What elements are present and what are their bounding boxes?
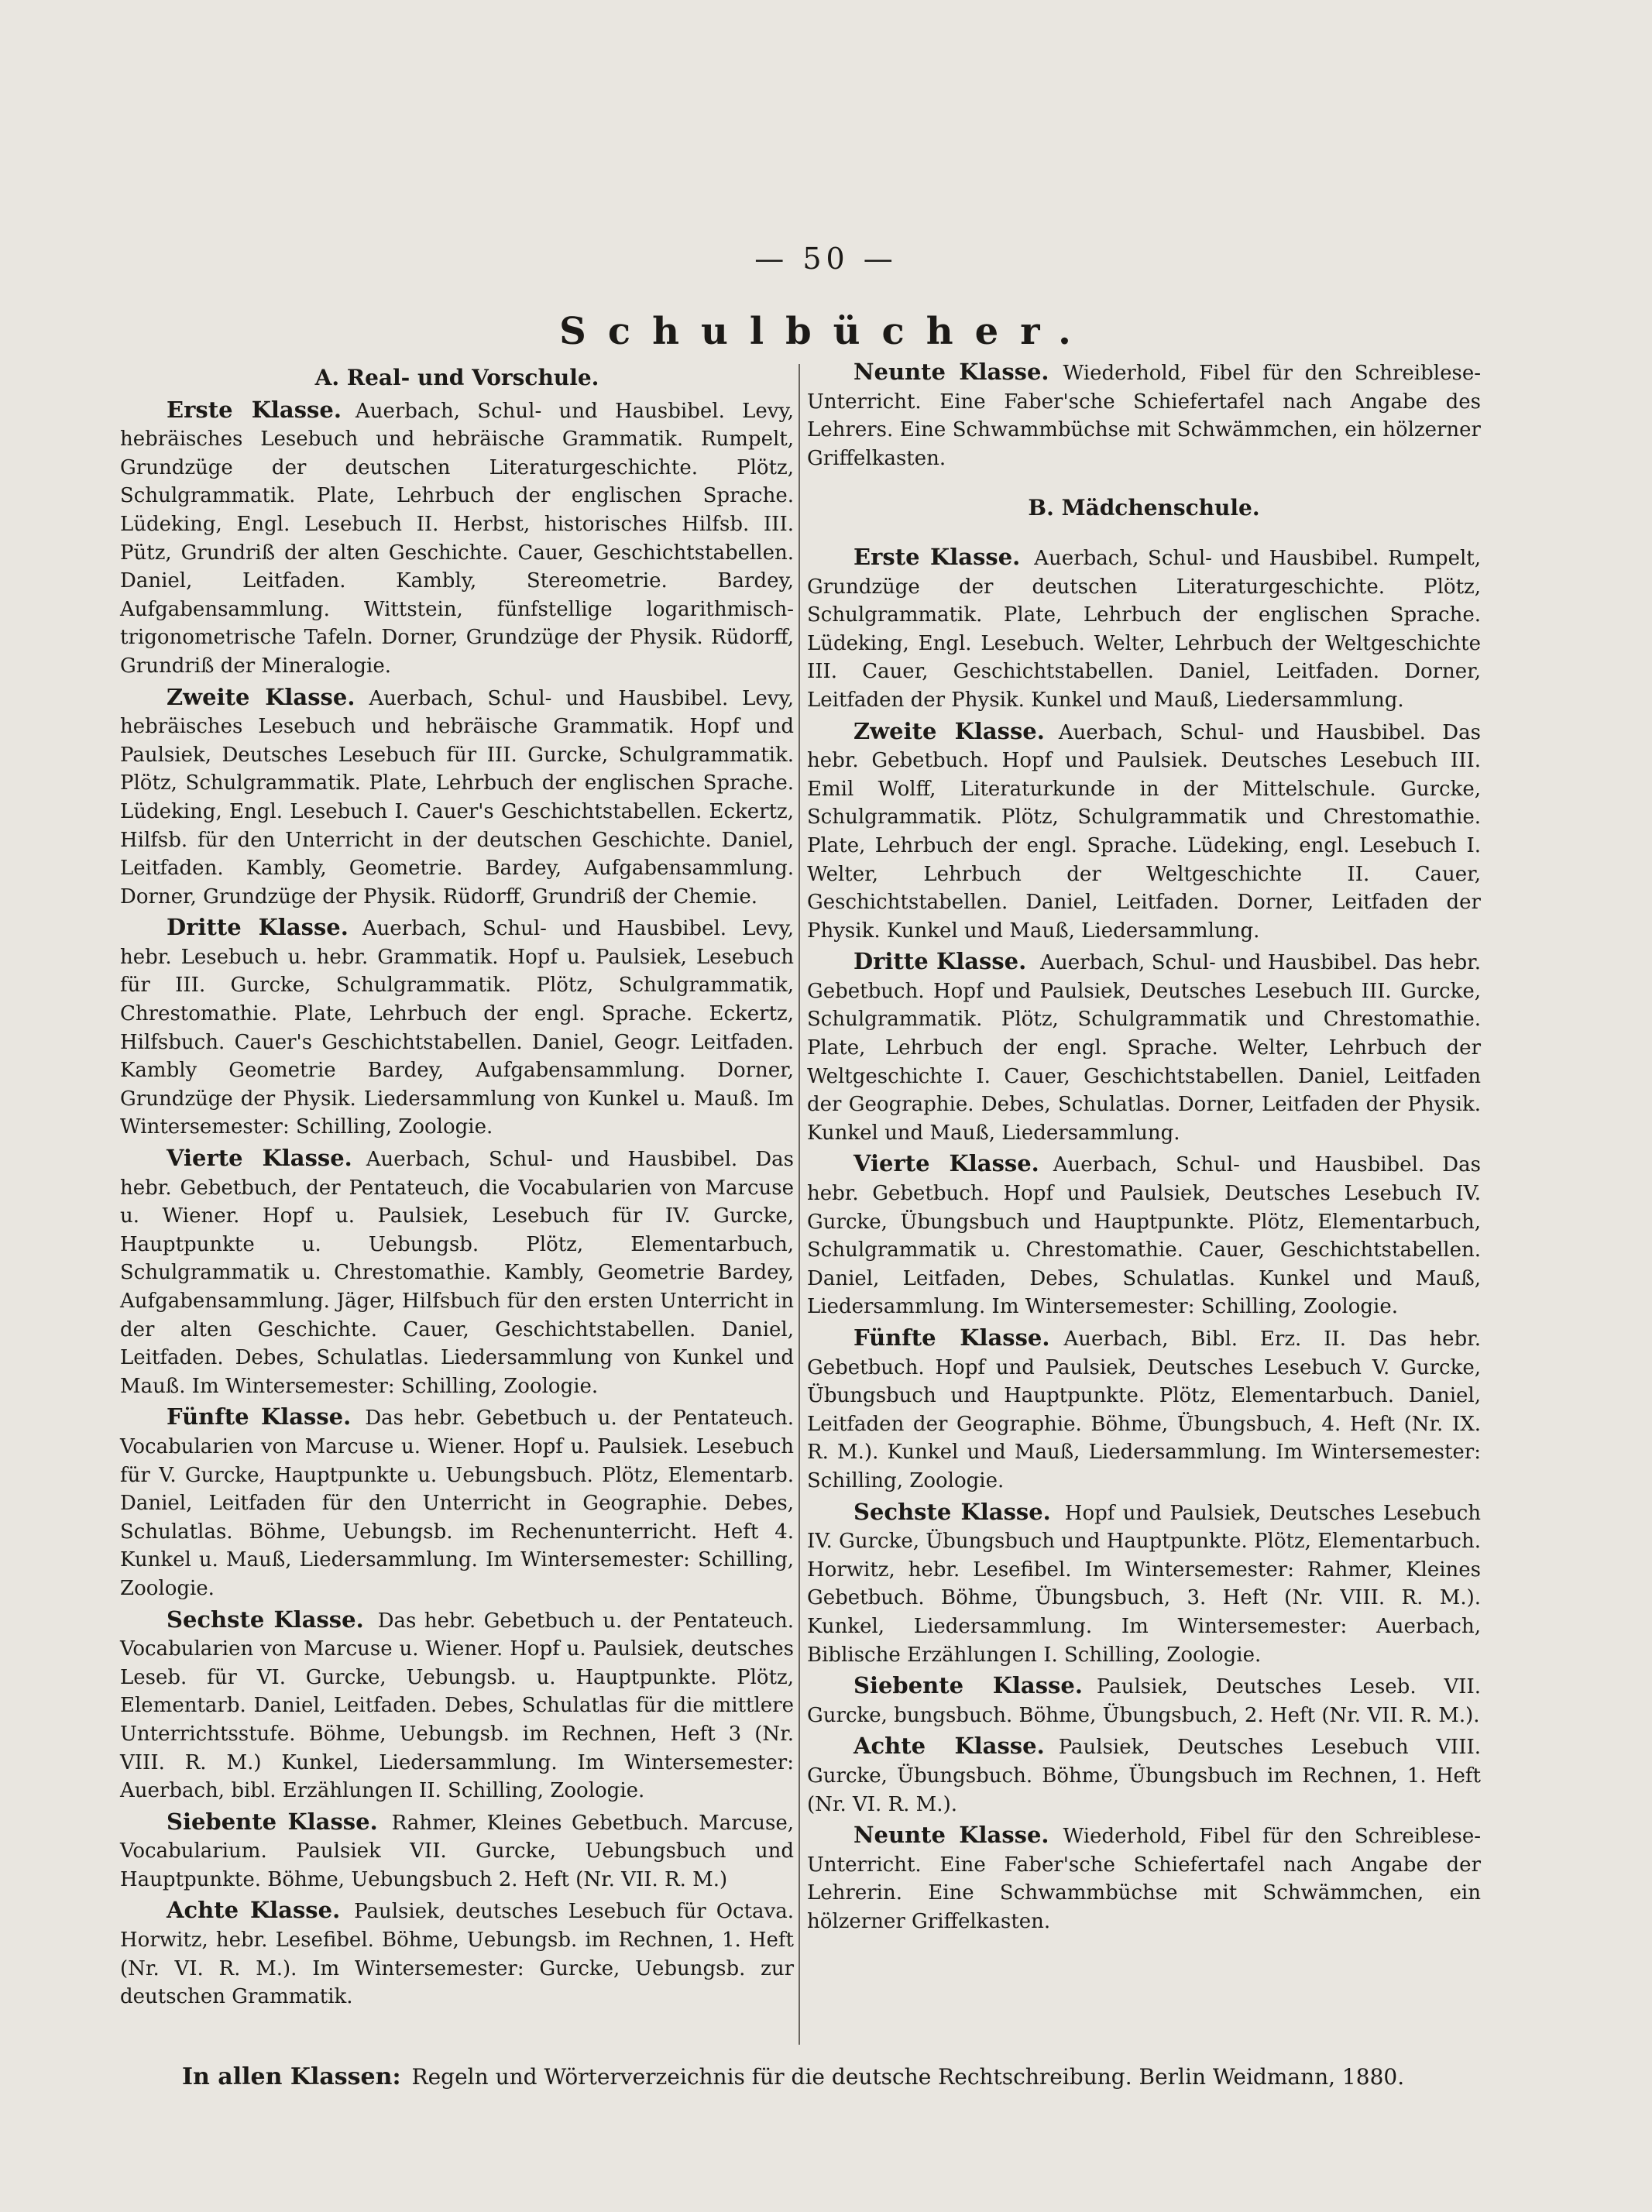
book-list-text: Auerbach, Schul- und Hausbibel. Rumpelt, Grundzüge der deutschen Literaturgeschichte. Plötz, Schulgrammatik. Plate, Lehrbuch der englischen Sprache. Lüdeking, Engl. Lesebuch. Welter, Lehrbuch der Weltgeschichte III. Cauer, Geschichtstabellen. Daniel, Leitfaden. Dorner, Leitfaden der Physik. Kunkel und Mauß, Liedersammlung.: [807, 546, 1481, 712]
class-entry: [120, 1606, 794, 1805]
book-list-text: Auerbach, Schul- und Hausbibel. Das hebr. Gebetbuch. Hopf und Paulsiek, Deutsches Lesebuch IV. Gurcke, Übungsbuch und Hauptpunkte. Plötz, Elementarbuch, Schulgrammatik u. Chrestomathie. Cauer, Geschichtstabellen. Daniel, Leitfaden, Debes, Schulatlas. Kunkel und Mauß, Liedersammlung. Im Wintersemester: Schilling, Zoologie.: [807, 1153, 1481, 1319]
class-entry: [807, 717, 1481, 946]
class-entry: [120, 1403, 794, 1602]
class-heading: Achte Klasse.: [167, 1897, 341, 1924]
class-heading: Vierte Klasse.: [167, 1145, 352, 1172]
class-entry: [807, 1149, 1481, 1321]
book-list-text: Auerbach, Schul- und Hausbibel. Das hebr. Gebetbuch, der Pentateuch, die Vocabularien von Marcuse u. Wiener. Hopf u. Paulsiek, Lesebuch für IV. Gurcke, Hauptpunkte u. Uebungsb. Plötz, Elementarbuch, Schulgrammatik u. Chrestomathie. Kambly, Geometrie Bardey, Aufgabensammlung. Jäger, Hilfsbuch für den ersten Unterricht in der alten Geschichte. Cauer, Geschichtstabellen. Daniel, Leitfaden. Debes, Schulatlas. Liedersammlung von Kunkel und Mauß. Im Wintersemester: Schilling, Zoologie.: [120, 1148, 794, 1398]
class-entry: [807, 1821, 1481, 1936]
class-heading: Fünfte Klasse.: [167, 1403, 352, 1431]
footer-note: [182, 2063, 1452, 2090]
book-list-text: Hopf und Paulsiek, Deutsches Lesebuch IV. Gurcke, Übungsbuch und Hauptpunkte. Plötz, Elementarbuch. Horwitz, hebr. Lesefibel. Im Wintersemester: Rahmer, Kleines Gebetbuch. Böhme, Übungsbuch, 3. Heft (Nr. VIII. R. M.). Kunkel, Liedersammlung. Im Wintersemester: Auerbach, Biblische Erzählungen I. Schilling, Zoologie.: [807, 1501, 1482, 1667]
book-list-text: Wiederhold, Fibel für den Schreiblese-Unterricht. Eine Faber'sche Schiefertafel nach Angabe der Lehrerin. Eine Schwammbüchse mit Schwämmchen, ein hölzerner Griffelkasten.: [807, 1825, 1481, 1933]
class-entry: [120, 913, 794, 1142]
class-entry: [807, 358, 1481, 472]
class-entry: [807, 1732, 1481, 1819]
right-column: [807, 358, 1481, 1938]
book-list-text: Auerbach, Schul- und Hausbibel. Das hebr. Gebetbuch. Hopf und Paulsiek, Deutsches Lesebuch III. Gurcke, Schulgrammatik. Plötz, Schulgrammatik und Chrestomathie. Plate, Lehrbuch der engl. Sprache. Welter, Lehrbuch der Weltgeschichte I. Cauer, Geschichtstabellen. Daniel, Leitfaden der Geographie. Debes, Schulatlas. Dorner, Leitfaden der Physik. Kunkel und Mauß, Liedersammlung.: [807, 951, 1482, 1145]
footer-heading: In allen Klassen:: [182, 2063, 401, 2090]
book-list-text: Auerbach, Schul- und Hausbibel. Levy, hebräisches Lesebuch und hebräische Grammatik. Hopf und Paulsiek, Deutsches Lesebuch für III. Gurcke, Schulgrammatik. Plötz, Schulgrammatik. Plate, Lehrbuch der englischen Sprache. Lüdeking, Engl. Lesebuch I. Cauer's Geschichtstabellen. Eckertz, Hilfsb. für den Unterricht in der deutschen Geschichte. Daniel, Leitfaden. Kambly, Geometrie. Bardey, Aufgabensammlung. Dorner, Grundzüge der Physik. Rüdorff, Grundriß der Chemie.: [120, 686, 794, 908]
book-list-text: Paulsiek, Deutsches Lesebuch VIII. Gurcke, Übungsbuch. Böhme, Übungsbuch im Rechnen, 1. Heft (Nr. VI. R. M.).: [807, 1736, 1481, 1816]
left-column: [120, 364, 794, 2014]
class-entry: [807, 543, 1481, 715]
class-entry: [807, 1671, 1481, 1729]
class-heading: Achte Klasse.: [853, 1733, 1045, 1760]
book-list-text: Paulsiek, deutsches Lesebuch für Octava. Horwitz, hebr. Lesefibel. Böhme, Uebungsb. im Rechnen, 1. Heft (Nr. VI. R. M.). Im Wintersemester: Gurcke, Uebungsb. zur deutschen Grammatik.: [120, 1900, 794, 2009]
class-heading: Erste Klasse.: [167, 396, 342, 423]
right-top-entries: [807, 358, 1481, 472]
right-entries: [807, 543, 1481, 1936]
class-heading: Sechste Klasse.: [853, 1498, 1051, 1525]
footer-text: Regeln und Wörterverzeichnis für die deutsche Rechtschreibung. Berlin Weidmann, 1880.: [411, 2064, 1405, 2090]
book-list-text: Auerbach, Bibl. Erz. II. Das hebr. Gebetbuch. Hopf und Paulsiek, Deutsches Lesebuch V. Gurcke, Übungsbuch und Hauptpunkte. Plötz, Elementarbuch. Daniel, Leitfaden der Geographie. Böhme, Übungsbuch, 4. Heft (Nr. IX. R. M.). Kunkel und Mauß, Liedersammlung. Im Wintersemester: Schilling, Zoologie.: [807, 1328, 1481, 1492]
class-heading: Vierte Klasse.: [853, 1150, 1039, 1177]
column-divider: [799, 364, 800, 2045]
class-entry: [120, 1144, 794, 1400]
class-entry: [120, 683, 794, 912]
class-entry: [807, 1498, 1481, 1670]
class-heading: Neunte Klasse.: [853, 1822, 1049, 1849]
class-heading: Erste Klasse.: [853, 543, 1021, 570]
book-list-text: Auerbach, Schul- und Hausbibel. Levy, hebräisches Lesebuch und hebräische Grammatik. Rumpelt, Grundzüge der deutschen Literaturgeschichte. Plötz, Schulgrammatik. Plate, Lehrbuch der englischen Sprache. Lüdeking, Engl. Lesebuch II. Herbst, historisches Hilfsb. III. Pütz, Grundriß der alten Geschichte. Cauer, Geschichtstabellen. Daniel, Leitfaden. Kambly, Stereometrie. Bardey, Aufgabensammlung. Wittstein, fünfstellige logarithmisch-trigonometrische Tafeln. Dorner, Grundzüge der Physik. Rüdorff, Grundriß der Mineralogie.: [120, 399, 794, 678]
book-list-text: Das hebr. Gebetbuch u. der Pentateuch. Vocabularien von Marcuse u. Wiener. Hopf u. Paulsiek, deutsches Leseb. für VI. Gurcke, Uebungsb. u. Hauptpunkte. Plötz, Elementarb. Daniel, Leitfaden. Debes, Schulatlas für die mittlere Unterrichtsstufe. Böhme, Uebungsb. im Rechnen, Heft 3 (Nr. VIII. R. M.) Kunkel, Liedersammlung. Im Wintersemester: Auerbach, bibl. Erzählungen II. Schilling, Zoologie.: [120, 1609, 794, 1803]
page-title: Schulbücher.: [559, 310, 1093, 353]
book-list-text: Das hebr. Gebetbuch u. der Pentateuch. Vocabularien von Marcuse u. Wiener. Hopf u. Paulsiek. Lesebuch für V. Gurcke, Hauptpunkte u. Uebungsbuch. Plötz, Elementarb. Daniel, Leitfaden für den Unterricht in Geographie. Debes, Schulatlas. Böhme, Uebungsb. im Rechenunterricht. Heft 4. Kunkel u. Mauß, Liedersammlung. Im Wintersemester: Schilling, Zoologie.: [120, 1407, 794, 1600]
class-heading: Neunte Klasse.: [853, 359, 1049, 385]
book-list-text: Rahmer, Kleines Gebetbuch. Marcuse, Vocabularium. Paulsiek VII. Gurcke, Uebungsbuch und Hauptpunkte. Böhme, Uebungsbuch 2. Heft (Nr. VII. R. M.): [120, 1811, 794, 1891]
class-heading: Dritte Klasse.: [853, 948, 1027, 975]
class-heading: Zweite Klasse.: [167, 683, 355, 710]
class-entry: [120, 1808, 794, 1894]
class-heading: Sechste Klasse.: [167, 1606, 364, 1633]
book-list-text: Paulsiek, Deutsches Leseb. VII. Gurcke, bungsbuch. Böhme, Übungsbuch, 2. Heft (Nr. VII. R. M.).: [807, 1675, 1481, 1727]
book-list-text: Auerbach, Schul- und Hausbibel. Das hebr. Gebetbuch. Hopf und Paulsiek. Deutsches Lesebuch III. Emil Wolff, Literaturkunde in der Mittelschule. Gurcke, Schulgrammatik. Plötz, Schulgrammatik und Chrestomathie. Plate, Lehrbuch der engl. Sprache. Lüdeking, engl. Lesebuch I. Welter, Lehrbuch der Weltgeschichte II. Cauer, Geschichtstabellen. Daniel, Leitfaden. Dorner, Leitfaden der Physik. Kunkel und Mauß, Liedersammlung.: [807, 720, 1481, 943]
class-heading: Siebente Klasse.: [167, 1808, 378, 1835]
class-heading: Siebente Klasse.: [853, 1672, 1083, 1699]
class-heading: Dritte Klasse.: [167, 914, 349, 941]
page-number: — 50 —: [754, 242, 898, 276]
class-entry: [120, 1896, 794, 2011]
class-entry: [807, 1324, 1481, 1496]
book-list-text: Wiederhold, Fibel für den Schreiblese-Unterricht. Eine Faber'sche Schiefertafel nach Angabe des Lehrers. Eine Schwammbüchse mit Schwämmchen, ein hölzerner Griffelkasten.: [807, 362, 1481, 470]
class-heading: Fünfte Klasse.: [853, 1324, 1050, 1351]
class-entry: [807, 947, 1481, 1147]
book-list-text: Auerbach, Schul- und Hausbibel. Levy, hebr. Lesebuch u. hebr. Grammatik. Hopf u. Paulsiek, Lesebuch für III. Gurcke, Schulgrammatik. Plötz, Schulgrammatik, Chrestomathie. Plate, Lehrbuch der engl. Sprache. Eckertz, Hilfsbuch. Cauer's Geschichtstabellen. Daniel, Geogr. Leitfaden. Kambly Geometrie Bardey, Aufgabensammlung. Dorner, Grundzüge der Physik. Liedersammlung von Kunkel u. Mauß. Im Wintersemester: Schilling, Zoologie.: [120, 917, 794, 1139]
class-heading: Zweite Klasse.: [853, 717, 1045, 744]
section-title-maedchenschule: B. Mädchenschule.: [1028, 495, 1260, 521]
section-title-realschule: A. Real- und Vorschule.: [314, 365, 599, 390]
left-entries: [120, 396, 794, 2011]
class-entry: [120, 396, 794, 681]
